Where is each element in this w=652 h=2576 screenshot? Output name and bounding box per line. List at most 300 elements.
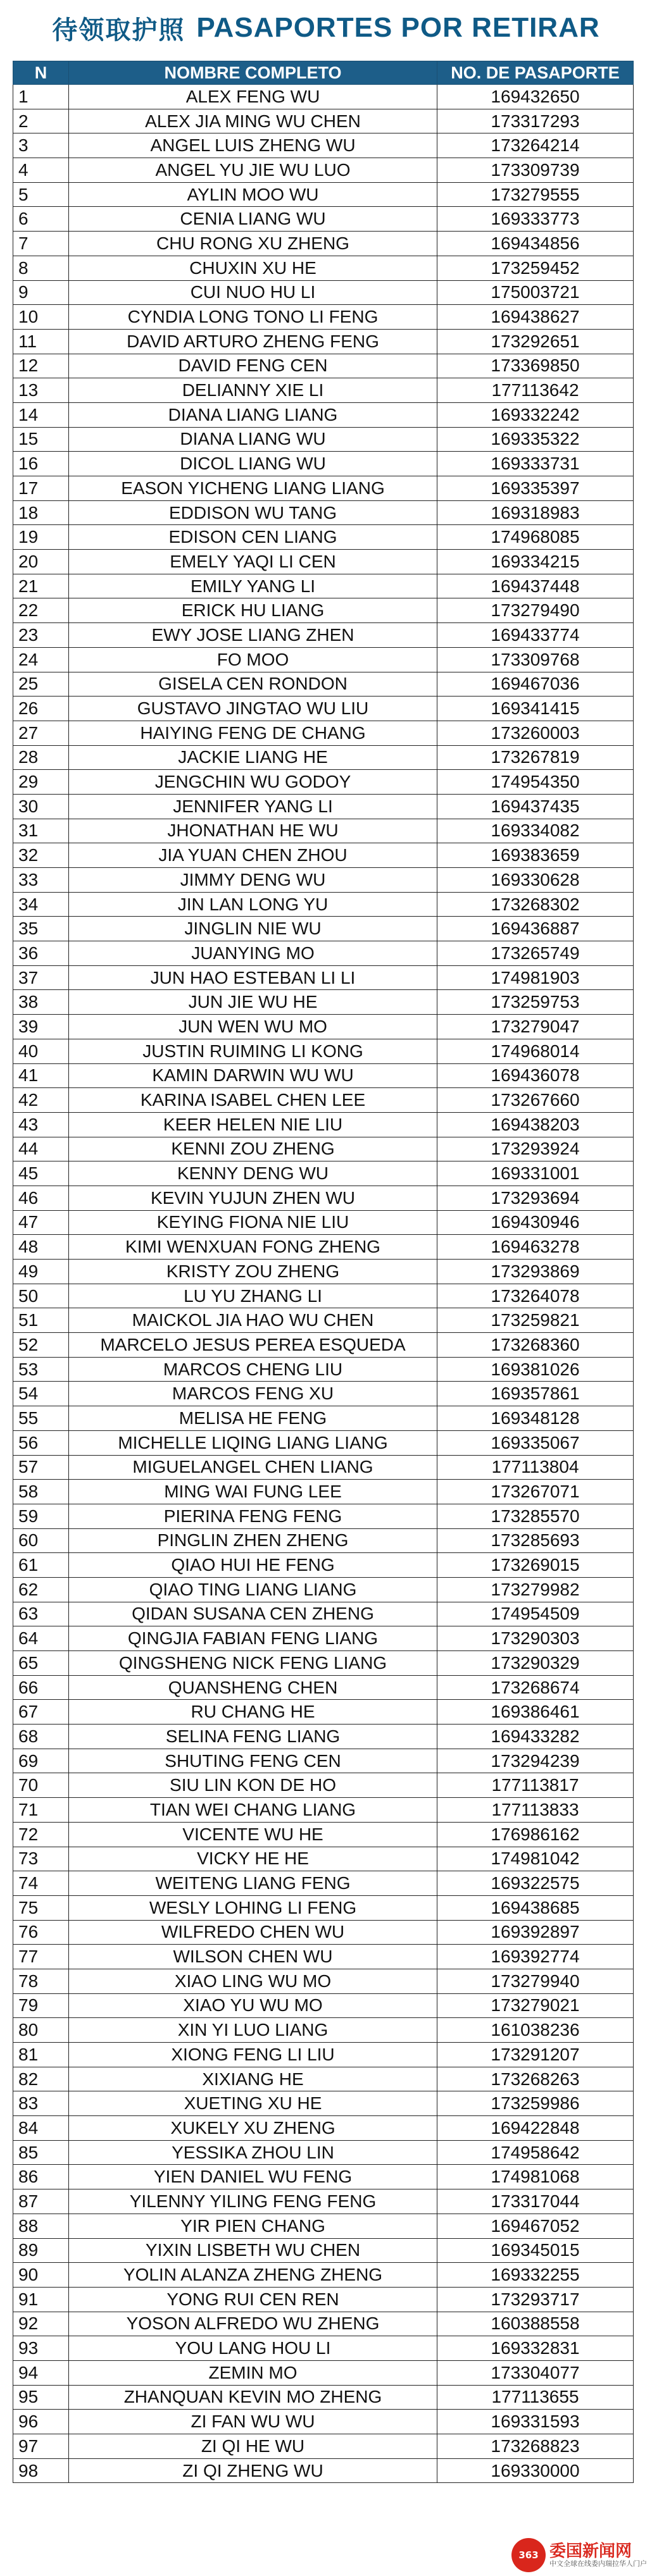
passport-number: 176986162 [437, 1822, 634, 1847]
table-row [13, 2263, 634, 2288]
full-name: MIGUELANGEL CHEN LIANG [69, 1455, 437, 1480]
watermark-logo: 363 [511, 2538, 546, 2572]
passport-number: 173309768 [437, 647, 634, 672]
full-name: KEVIN YUJUN ZHEN WU [69, 1186, 437, 1210]
full-name: EWY JOSE LIANG ZHEN [69, 623, 437, 648]
table-row [13, 1260, 634, 1284]
table-row [13, 1945, 634, 1969]
full-name: QIAO TING LIANG LIANG [69, 1577, 437, 1602]
row-number: 36 [13, 941, 69, 966]
row-number: 91 [13, 2287, 69, 2312]
full-name: YILENNY YILING FENG FENG [69, 2189, 437, 2214]
passport-number: 173293869 [437, 1260, 634, 1284]
page-title [0, 0, 652, 56]
passport-number: 169333773 [437, 207, 634, 232]
passport-number: 169392774 [437, 1945, 634, 1969]
row-number: 71 [13, 1798, 69, 1823]
table-row [13, 2043, 634, 2067]
passport-number: 169386461 [437, 1700, 634, 1725]
row-number: 32 [13, 843, 69, 868]
full-name: JIMMY DENG WU [69, 868, 437, 893]
table-row [13, 1528, 634, 1553]
passport-number: 169383659 [437, 843, 634, 868]
passport-number: 169333731 [437, 452, 634, 476]
table-row [13, 2360, 634, 2385]
passport-number: 173293717 [437, 2287, 634, 2312]
passport-number: 169438203 [437, 1112, 634, 1137]
row-number: 63 [13, 1602, 69, 1626]
row-number: 31 [13, 819, 69, 843]
full-name: JIA YUAN CHEN ZHOU [69, 843, 437, 868]
passport-number: 169332255 [437, 2263, 634, 2288]
table-row [13, 819, 634, 843]
passport-number: 173279982 [437, 1577, 634, 1602]
passport-number: 169467052 [437, 2214, 634, 2238]
passport-number: 173267819 [437, 745, 634, 770]
full-name: MAICKOL JIA HAO WU CHEN [69, 1308, 437, 1333]
passport-number: 173267071 [437, 1480, 634, 1504]
passport-number: 169438685 [437, 1895, 634, 1920]
full-name: YOSON ALFREDO WU ZHENG [69, 2312, 437, 2336]
row-number: 30 [13, 794, 69, 819]
row-number: 86 [13, 2165, 69, 2189]
header-passport-number: NO. DE PASAPORTE [437, 61, 634, 85]
table-row [13, 1015, 634, 1039]
passport-number: 169432650 [437, 85, 634, 109]
row-number: 18 [13, 500, 69, 525]
full-name: KEER HELEN NIE LIU [69, 1112, 437, 1137]
passport-number: 169467036 [437, 672, 634, 697]
full-name: JUN WEN WU MO [69, 1015, 437, 1039]
title-spanish: PASAPORTES POR RETIRAR [196, 12, 600, 43]
full-name: ALEX JIA MING WU CHEN [69, 109, 437, 133]
full-name: JACKIE LIANG HE [69, 745, 437, 770]
table-row [13, 623, 634, 648]
full-name: SELINA FENG LIANG [69, 1725, 437, 1749]
table-row [13, 1284, 634, 1308]
passport-table [13, 61, 634, 2483]
title-chinese: 待领取护照 [52, 15, 185, 45]
row-number: 65 [13, 1651, 69, 1676]
passport-number: 169437435 [437, 794, 634, 819]
full-name: JIN LAN LONG YU [69, 892, 437, 917]
watermark-tagline: 中文全球在线委内瑞拉华人门户 [549, 2560, 647, 2568]
table-row [13, 965, 634, 990]
row-number: 25 [13, 672, 69, 697]
row-number: 22 [13, 598, 69, 623]
full-name: ANGEL LUIS ZHENG WU [69, 133, 437, 158]
passport-number: 169348128 [437, 1406, 634, 1431]
passport-number: 174968014 [437, 1039, 634, 1063]
table-row [13, 2287, 634, 2312]
row-number: 89 [13, 2238, 69, 2263]
row-number: 19 [13, 525, 69, 550]
row-number: 69 [13, 1749, 69, 1773]
full-name: SHUTING FENG CEN [69, 1749, 437, 1773]
table-row [13, 256, 634, 280]
full-name: EMELY YAQI LI CEN [69, 550, 437, 574]
full-name: ALEX FENG WU [69, 85, 437, 109]
full-name: GUSTAVO JINGTAO WU LIU [69, 697, 437, 721]
passport-number: 169422848 [437, 2116, 634, 2141]
row-number: 8 [13, 256, 69, 280]
row-number: 56 [13, 1430, 69, 1455]
row-number: 37 [13, 965, 69, 990]
table-row [13, 500, 634, 525]
full-name: JHONATHAN HE WU [69, 819, 437, 843]
passport-number: 169334082 [437, 819, 634, 843]
full-name: WESLY LOHING LI FENG [69, 1895, 437, 1920]
row-number: 80 [13, 2018, 69, 2043]
passport-number: 173279940 [437, 1969, 634, 1993]
table-row [13, 672, 634, 697]
full-name: DIANA LIANG LIANG [69, 402, 437, 427]
full-name: QIAO HUI HE FENG [69, 1553, 437, 1578]
table-row [13, 1161, 634, 1186]
row-number: 43 [13, 1112, 69, 1137]
table-row [13, 2238, 634, 2263]
passport-number: 169330628 [437, 868, 634, 893]
full-name: YESSIKA ZHOU LIN [69, 2140, 437, 2165]
table-row [13, 1137, 634, 1161]
row-number: 53 [13, 1357, 69, 1382]
row-number: 76 [13, 1920, 69, 1945]
table-row [13, 1112, 634, 1137]
full-name: YIR PIEN CHANG [69, 2214, 437, 2238]
table-row [13, 1430, 634, 1455]
passport-number: 173268360 [437, 1333, 634, 1358]
passport-number: 173259986 [437, 2091, 634, 2116]
row-number: 81 [13, 2043, 69, 2067]
passport-number: 173317293 [437, 109, 634, 133]
passport-number: 169437448 [437, 574, 634, 598]
passport-number: 173285693 [437, 1528, 634, 1553]
table-row [13, 1798, 634, 1823]
passport-number: 173290303 [437, 1626, 634, 1651]
table-row [13, 1969, 634, 1993]
full-name: JUN HAO ESTEBAN LI LI [69, 965, 437, 990]
full-name: MICHELLE LIQING LIANG LIANG [69, 1430, 437, 1455]
passport-number: 173259753 [437, 990, 634, 1015]
table-row [13, 1871, 634, 1896]
table-row [13, 280, 634, 305]
full-name: HAIYING FENG DE CHANG [69, 721, 437, 745]
row-number: 13 [13, 378, 69, 403]
table-row [13, 1382, 634, 1406]
passport-number: 169438627 [437, 305, 634, 330]
table-row [13, 2165, 634, 2189]
table-row [13, 2434, 634, 2459]
table-row [13, 1993, 634, 2018]
passport-number: 173369850 [437, 354, 634, 378]
table-row [13, 598, 634, 623]
passport-number: 169330000 [437, 2458, 634, 2483]
full-name: GISELA CEN RONDON [69, 672, 437, 697]
row-number: 64 [13, 1626, 69, 1651]
passport-number: 169331593 [437, 2410, 634, 2434]
full-name: DAVID ARTURO ZHENG FENG [69, 329, 437, 354]
table-row [13, 1480, 634, 1504]
row-number: 47 [13, 1210, 69, 1235]
full-name: KENNY DENG WU [69, 1161, 437, 1186]
table-row [13, 2091, 634, 2116]
passport-number: 169434856 [437, 232, 634, 256]
row-number: 39 [13, 1015, 69, 1039]
row-number: 96 [13, 2410, 69, 2434]
full-name: EDISON CEN LIANG [69, 525, 437, 550]
table-row [13, 2116, 634, 2141]
table-row [13, 402, 634, 427]
full-name: YIEN DANIEL WU FENG [69, 2165, 437, 2189]
full-name: QIDAN SUSANA CEN ZHENG [69, 1602, 437, 1626]
row-number: 1 [13, 85, 69, 109]
full-name: SIU LIN KON DE HO [69, 1773, 437, 1798]
table-row [13, 1235, 634, 1260]
passport-number: 173293694 [437, 1186, 634, 1210]
passport-number: 160388558 [437, 2312, 634, 2336]
full-name: ZI FAN WU WU [69, 2410, 437, 2434]
table-row [13, 305, 634, 330]
table-row [13, 1333, 634, 1358]
table-row [13, 843, 634, 868]
passport-number: 177113817 [437, 1773, 634, 1798]
passport-number: 169381026 [437, 1357, 634, 1382]
passport-number: 173304077 [437, 2360, 634, 2385]
row-number: 52 [13, 1333, 69, 1358]
table-row [13, 2336, 634, 2361]
full-name: RU CHANG HE [69, 1700, 437, 1725]
full-name: VICKY HE HE [69, 1847, 437, 1871]
row-number: 73 [13, 1847, 69, 1871]
table-row [13, 1700, 634, 1725]
table-row [13, 109, 634, 133]
passport-number: 173259821 [437, 1308, 634, 1333]
full-name: CENIA LIANG WU [69, 207, 437, 232]
full-name: KEYING FIONA NIE LIU [69, 1210, 437, 1235]
row-number: 79 [13, 1993, 69, 2018]
passport-number: 169335067 [437, 1430, 634, 1455]
table-row [13, 1504, 634, 1528]
passport-number: 173279555 [437, 182, 634, 207]
full-name: FO MOO [69, 647, 437, 672]
passport-number: 169322575 [437, 1871, 634, 1896]
table-row [13, 794, 634, 819]
row-number: 57 [13, 1455, 69, 1480]
full-name: KARINA ISABEL CHEN LEE [69, 1088, 437, 1113]
full-name: MARCOS CHENG LIU [69, 1357, 437, 1382]
passport-number: 169392897 [437, 1920, 634, 1945]
passport-number: 174954350 [437, 770, 634, 795]
full-name: ZI QI ZHENG WU [69, 2458, 437, 2483]
table-row [13, 647, 634, 672]
row-number: 94 [13, 2360, 69, 2385]
passport-number: 173267660 [437, 1088, 634, 1113]
header-full-name: NOMBRE COMPLETO [69, 61, 437, 85]
passport-number: 169436078 [437, 1063, 634, 1088]
row-number: 60 [13, 1528, 69, 1553]
passport-number: 174981068 [437, 2165, 634, 2189]
passport-number: 174968085 [437, 525, 634, 550]
table-row [13, 1602, 634, 1626]
full-name: JENNIFER YANG LI [69, 794, 437, 819]
table-row [13, 1822, 634, 1847]
passport-number: 161038236 [437, 2018, 634, 2043]
row-number: 90 [13, 2263, 69, 2288]
table-row [13, 1920, 634, 1945]
passport-number: 173294239 [437, 1749, 634, 1773]
row-number: 88 [13, 2214, 69, 2238]
row-number: 58 [13, 1480, 69, 1504]
row-number: 62 [13, 1577, 69, 1602]
table-row [13, 2189, 634, 2214]
full-name: JUANYING MO [69, 941, 437, 966]
passport-number: 173293924 [437, 1137, 634, 1161]
table-row [13, 1725, 634, 1749]
full-name: XIN YI LUO LIANG [69, 2018, 437, 2043]
full-name: VICENTE WU HE [69, 1822, 437, 1847]
full-name: JUSTIN RUIMING LI KONG [69, 1039, 437, 1063]
full-name: MELISA HE FENG [69, 1406, 437, 1431]
table-row [13, 2067, 634, 2091]
watermark [511, 2538, 647, 2572]
table-row [13, 550, 634, 574]
table-row [13, 1773, 634, 1798]
table-row [13, 770, 634, 795]
table-row [13, 427, 634, 452]
passport-number: 169430946 [437, 1210, 634, 1235]
passport-number: 169436887 [437, 917, 634, 941]
passport-number: 173291207 [437, 2043, 634, 2067]
passport-number: 177113804 [437, 1455, 634, 1480]
row-number: 85 [13, 2140, 69, 2165]
row-number: 27 [13, 721, 69, 745]
table-row [13, 1749, 634, 1773]
row-number: 17 [13, 476, 69, 501]
passport-number: 169335397 [437, 476, 634, 501]
row-number: 12 [13, 354, 69, 378]
row-number: 74 [13, 1871, 69, 1896]
row-number: 2 [13, 109, 69, 133]
row-number: 9 [13, 280, 69, 305]
full-name: QINGSHENG NICK FENG LIANG [69, 1651, 437, 1676]
full-name: DAVID FENG CEN [69, 354, 437, 378]
row-number: 67 [13, 1700, 69, 1725]
table-row [13, 525, 634, 550]
row-number: 48 [13, 1235, 69, 1260]
passport-number: 169335322 [437, 427, 634, 452]
full-name: JUN JIE WU HE [69, 990, 437, 1015]
passport-number: 173279490 [437, 598, 634, 623]
passport-number: 173279021 [437, 1993, 634, 2018]
full-name: CHU RONG XU ZHENG [69, 232, 437, 256]
full-name: AYLIN MOO WU [69, 182, 437, 207]
table-row [13, 1088, 634, 1113]
table-row [13, 1210, 634, 1235]
table-row [13, 2140, 634, 2165]
full-name: KRISTY ZOU ZHENG [69, 1260, 437, 1284]
row-number: 83 [13, 2091, 69, 2116]
table-row [13, 378, 634, 403]
table-row [13, 1186, 634, 1210]
table-row [13, 133, 634, 158]
passport-number: 173268674 [437, 1675, 634, 1700]
passport-number: 169331001 [437, 1161, 634, 1186]
passport-number: 175003721 [437, 280, 634, 305]
full-name: XUKELY XU ZHENG [69, 2116, 437, 2141]
row-number: 87 [13, 2189, 69, 2214]
full-name: DELIANNY XIE LI [69, 378, 437, 403]
passport-number: 173279047 [437, 1015, 634, 1039]
passport-number: 173268302 [437, 892, 634, 917]
table-row [13, 1063, 634, 1088]
passport-number: 174981903 [437, 965, 634, 990]
full-name: XIAO YU WU MO [69, 1993, 437, 2018]
passport-number: 173265749 [437, 941, 634, 966]
row-number: 61 [13, 1553, 69, 1578]
row-number: 51 [13, 1308, 69, 1333]
row-number: 35 [13, 917, 69, 941]
row-number: 41 [13, 1063, 69, 1088]
table-row [13, 1455, 634, 1480]
table-row [13, 892, 634, 917]
table-row [13, 85, 634, 109]
header-number: N [13, 61, 69, 85]
full-name: YONG RUI CEN REN [69, 2287, 437, 2312]
passport-number: 173292651 [437, 329, 634, 354]
passport-number: 169433774 [437, 623, 634, 648]
row-number: 82 [13, 2067, 69, 2091]
row-number: 10 [13, 305, 69, 330]
row-number: 16 [13, 452, 69, 476]
passport-number: 169345015 [437, 2238, 634, 2263]
passport-number: 169463278 [437, 1235, 634, 1260]
passport-number: 177113655 [437, 2385, 634, 2410]
full-name: ANGEL YU JIE WU LUO [69, 158, 437, 183]
full-name: YIXIN LISBETH WU CHEN [69, 2238, 437, 2263]
full-name: KIMI WENXUAN FONG ZHENG [69, 1235, 437, 1260]
full-name: XIAO LING WU MO [69, 1969, 437, 1993]
passport-number: 169332831 [437, 2336, 634, 2361]
full-name: XIONG FENG LI LIU [69, 2043, 437, 2067]
row-number: 77 [13, 1945, 69, 1969]
table-row [13, 207, 634, 232]
row-number: 59 [13, 1504, 69, 1528]
table-row [13, 721, 634, 745]
passport-number: 173268823 [437, 2434, 634, 2459]
full-name: EDDISON WU TANG [69, 500, 437, 525]
table-row [13, 2018, 634, 2043]
passport-number: 173290329 [437, 1651, 634, 1676]
full-name: CHUXIN XU HE [69, 256, 437, 280]
full-name: KAMIN DARWIN WU WU [69, 1063, 437, 1088]
table-row [13, 2385, 634, 2410]
full-name: LU YU ZHANG LI [69, 1284, 437, 1308]
table-row [13, 1895, 634, 1920]
row-number: 78 [13, 1969, 69, 1993]
passport-number: 169318983 [437, 500, 634, 525]
row-number: 20 [13, 550, 69, 574]
full-name: KENNI ZOU ZHENG [69, 1137, 437, 1161]
row-number: 11 [13, 329, 69, 354]
table-row [13, 354, 634, 378]
row-number: 84 [13, 2116, 69, 2141]
row-number: 75 [13, 1895, 69, 1920]
full-name: EASON YICHENG LIANG LIANG [69, 476, 437, 501]
row-number: 38 [13, 990, 69, 1015]
table-row [13, 1577, 634, 1602]
passport-number: 173264214 [437, 133, 634, 158]
passport-number: 173268263 [437, 2067, 634, 2091]
